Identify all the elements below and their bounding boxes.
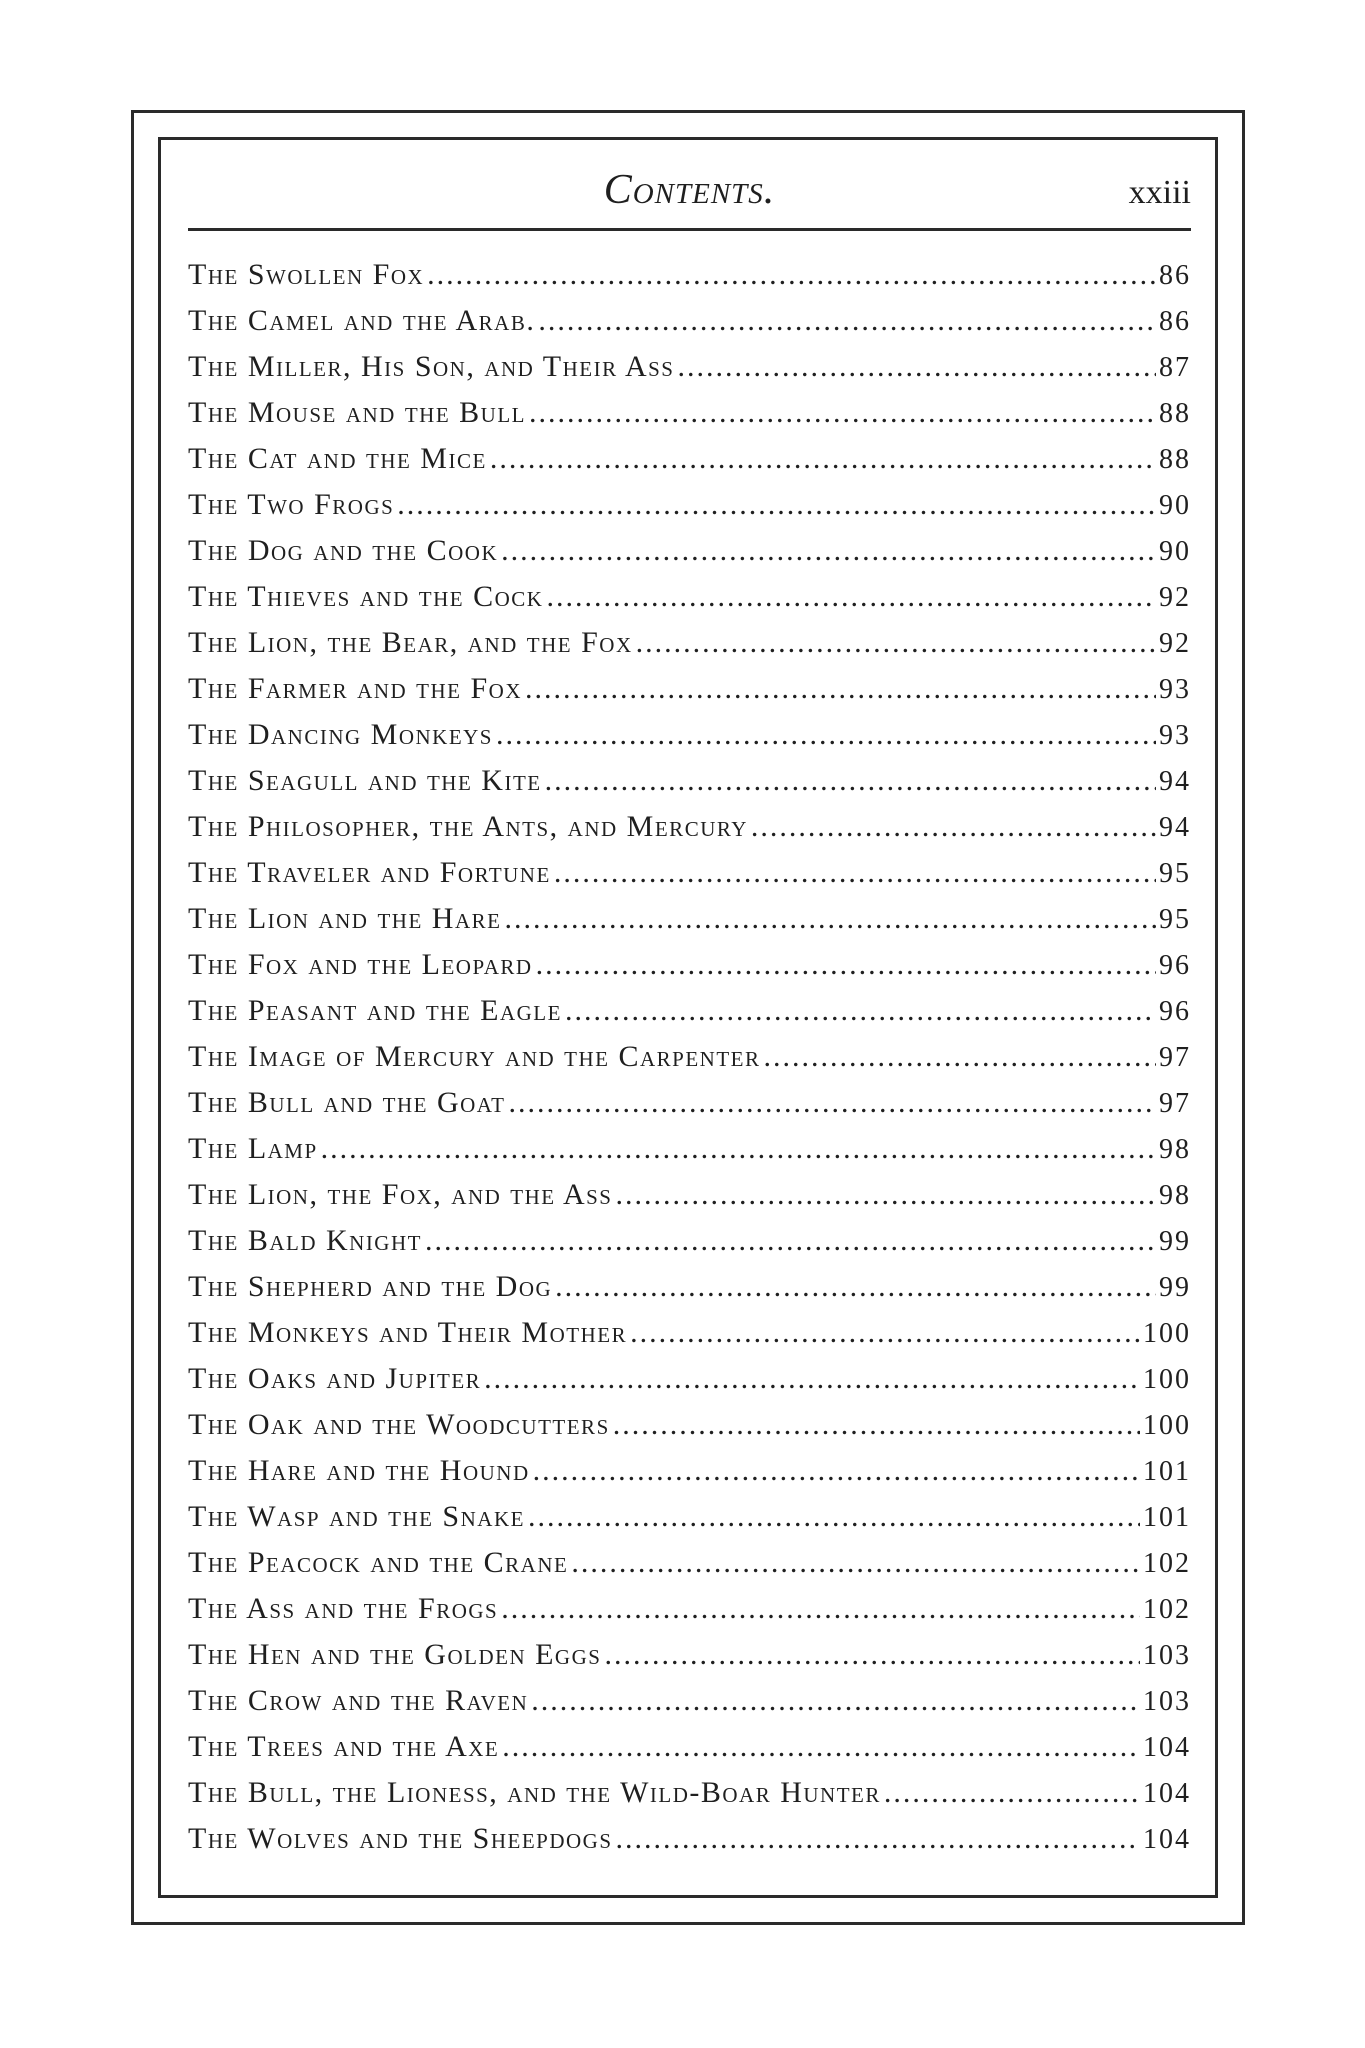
toc-entry: [188, 488, 1191, 534]
toc-entry: [188, 1132, 1191, 1178]
toc-entry-page: 104: [1143, 1778, 1191, 1809]
toc-entry-title: The Two Frogs: [188, 488, 395, 521]
toc-entry-title: The Wolves and the Sheepdogs: [188, 1822, 613, 1855]
dot-leader: [501, 1592, 1140, 1626]
toc-entry: [188, 1592, 1191, 1638]
toc-entry-page: 88: [1159, 398, 1191, 429]
toc-entry-title: The Swollen Fox: [188, 258, 425, 291]
dot-leader: [427, 258, 1156, 292]
toc-entry: [188, 1362, 1191, 1408]
toc-entry-title: The Traveler and Fortune: [188, 856, 551, 889]
toc-entry-page: 97: [1159, 1088, 1191, 1119]
dot-leader: [613, 1408, 1140, 1442]
toc-entry-title: The Wasp and the Snake: [188, 1500, 525, 1533]
page-number: xxiii: [1128, 174, 1191, 211]
dot-leader: [764, 1040, 1156, 1074]
dot-leader: [504, 902, 1156, 936]
toc-entry-title: The Peacock and the Crane: [188, 1546, 569, 1579]
dot-leader: [508, 1086, 1156, 1120]
toc-entry-page: 100: [1143, 1318, 1191, 1349]
table-of-contents: [188, 258, 1191, 1868]
dot-leader: [538, 304, 1156, 338]
toc-entry-title: The Fox and the Leopard: [188, 948, 533, 981]
toc-entry: [188, 902, 1191, 948]
toc-entry-page: 98: [1159, 1180, 1191, 1211]
toc-entry-title: The Shepherd and the Dog: [188, 1270, 553, 1303]
toc-entry-page: 86: [1159, 260, 1191, 291]
dot-leader: [554, 856, 1156, 890]
toc-entry: [188, 442, 1191, 488]
toc-entry-page: 96: [1159, 950, 1191, 981]
toc-entry: [188, 1270, 1191, 1316]
toc-entry: [188, 1546, 1191, 1592]
toc-entry-title: The Mouse and the Bull: [188, 396, 526, 429]
dot-leader: [677, 350, 1156, 384]
toc-entry: [188, 580, 1191, 626]
toc-entry-page: 95: [1159, 904, 1191, 935]
toc-entry-title: The Camel and the Arab.: [188, 304, 536, 337]
toc-entry-title: The Miller, His Son, and Their Ass: [188, 350, 675, 383]
dot-leader: [425, 1224, 1156, 1258]
toc-entry: [188, 396, 1191, 442]
header-rule: [188, 228, 1191, 231]
toc-entry: [188, 1730, 1191, 1776]
toc-entry-page: 88: [1159, 444, 1191, 475]
toc-entry: [188, 1500, 1191, 1546]
toc-entry-page: 97: [1159, 1042, 1191, 1073]
toc-entry-page: 102: [1143, 1594, 1191, 1625]
toc-entry-page: 99: [1159, 1226, 1191, 1257]
dot-leader: [529, 396, 1156, 430]
toc-entry-title: The Crow and the Raven: [188, 1684, 529, 1717]
toc-entry: [188, 948, 1191, 994]
toc-entry-title: The Monkeys and Their Mother: [188, 1316, 628, 1349]
toc-entry-title: The Seagull and the Kite: [188, 764, 542, 797]
dot-leader: [525, 672, 1156, 706]
dot-leader: [630, 1316, 1140, 1350]
dot-leader: [546, 580, 1156, 614]
toc-entry-page: 103: [1143, 1686, 1191, 1717]
toc-entry-title: The Dancing Monkeys: [188, 718, 493, 751]
toc-entry-page: 101: [1143, 1502, 1191, 1533]
toc-entry: [188, 1822, 1191, 1868]
toc-entry-page: 100: [1143, 1364, 1191, 1395]
dot-leader: [616, 1822, 1140, 1856]
toc-entry-title: The Oak and the Woodcutters: [188, 1408, 610, 1441]
toc-entry-page: 87: [1159, 352, 1191, 383]
dot-leader: [490, 442, 1156, 476]
toc-entry: [188, 350, 1191, 396]
toc-entry-page: 94: [1159, 766, 1191, 797]
toc-entry-page: 104: [1143, 1824, 1191, 1855]
toc-entry-title: The Lamp: [188, 1132, 318, 1165]
dot-leader: [884, 1776, 1140, 1810]
toc-entry: [188, 718, 1191, 764]
dot-leader: [502, 1730, 1140, 1764]
toc-entry-page: 96: [1159, 996, 1191, 1027]
toc-entry-title: The Thieves and the Cock: [188, 580, 544, 613]
toc-entry: [188, 626, 1191, 672]
toc-entry: [188, 304, 1191, 350]
toc-entry-title: The Philosopher, the Ants, and Mercury: [188, 810, 748, 843]
toc-entry: [188, 1224, 1191, 1270]
toc-entry-title: The Farmer and the Fox: [188, 672, 523, 705]
dot-leader: [321, 1132, 1156, 1166]
dot-leader: [751, 810, 1156, 844]
dot-leader: [555, 1270, 1156, 1304]
contents-heading: Contents.: [603, 167, 776, 213]
toc-entry: [188, 856, 1191, 902]
toc-entry: [188, 994, 1191, 1040]
dot-leader: [536, 948, 1156, 982]
toc-entry: [188, 1454, 1191, 1500]
toc-entry-page: 99: [1159, 1272, 1191, 1303]
toc-entry-page: 102: [1143, 1548, 1191, 1579]
toc-entry: [188, 764, 1191, 810]
toc-entry-page: 92: [1159, 582, 1191, 613]
dot-leader: [571, 1546, 1140, 1580]
toc-entry-title: The Hare and the Hound: [188, 1454, 530, 1487]
toc-entry-title: The Hen and the Golden Eggs: [188, 1638, 602, 1671]
toc-entry-page: 93: [1159, 720, 1191, 751]
toc-entry-page: 93: [1159, 674, 1191, 705]
toc-entry-title: The Image of Mercury and the Carpenter: [188, 1040, 761, 1073]
toc-entry-title: The Peasant and the Eagle: [188, 994, 562, 1027]
dot-leader: [531, 1684, 1140, 1718]
dot-leader: [636, 626, 1156, 660]
toc-entry-title: The Oaks and Jupiter: [188, 1362, 482, 1395]
toc-entry: [188, 1316, 1191, 1362]
toc-entry-title: The Bull and the Goat: [188, 1086, 506, 1119]
toc-entry-title: The Trees and the Axe: [188, 1730, 500, 1763]
toc-entry-page: 95: [1159, 858, 1191, 889]
toc-entry-title: The Lion, the Fox, and the Ass: [188, 1178, 613, 1211]
toc-entry-title: The Lion and the Hare: [188, 902, 502, 935]
toc-entry: [188, 810, 1191, 856]
toc-entry-page: 94: [1159, 812, 1191, 843]
dot-leader: [496, 718, 1156, 752]
toc-entry: [188, 1178, 1191, 1224]
dot-leader: [501, 534, 1156, 568]
toc-entry-title: The Cat and the Mice: [188, 442, 487, 475]
toc-entry-title: The Dog and the Cook: [188, 534, 499, 567]
toc-entry-page: 92: [1159, 628, 1191, 659]
toc-entry: [188, 1408, 1191, 1454]
toc-entry-page: 100: [1143, 1410, 1191, 1441]
dot-leader: [397, 488, 1156, 522]
dot-leader: [616, 1178, 1157, 1212]
page-header: [188, 158, 1191, 228]
toc-entry-title: The Bull, the Lioness, and the Wild-Boar Hunter: [188, 1776, 881, 1809]
dot-leader: [604, 1638, 1140, 1672]
toc-entry-page: 101: [1143, 1456, 1191, 1487]
toc-entry: [188, 1684, 1191, 1730]
dot-leader: [528, 1500, 1140, 1534]
toc-entry: [188, 1638, 1191, 1684]
toc-entry-page: 104: [1143, 1732, 1191, 1763]
toc-entry: [188, 258, 1191, 304]
toc-entry-page: 98: [1159, 1134, 1191, 1165]
toc-entry-page: 86: [1159, 306, 1191, 337]
toc-entry-title: The Lion, the Bear, and the Fox: [188, 626, 633, 659]
toc-entry-page: 90: [1159, 490, 1191, 521]
toc-entry-page: 90: [1159, 536, 1191, 567]
toc-entry: [188, 1086, 1191, 1132]
dot-leader: [565, 994, 1156, 1028]
dot-leader: [545, 764, 1156, 798]
toc-entry-title: The Ass and the Frogs: [188, 1592, 499, 1625]
toc-entry: [188, 534, 1191, 580]
dot-leader: [533, 1454, 1140, 1488]
toc-entry-title: The Bald Knight: [188, 1224, 422, 1257]
toc-entry: [188, 1040, 1191, 1086]
toc-entry: [188, 1776, 1191, 1822]
dot-leader: [484, 1362, 1140, 1396]
toc-entry-page: 103: [1143, 1640, 1191, 1671]
toc-entry: [188, 672, 1191, 718]
